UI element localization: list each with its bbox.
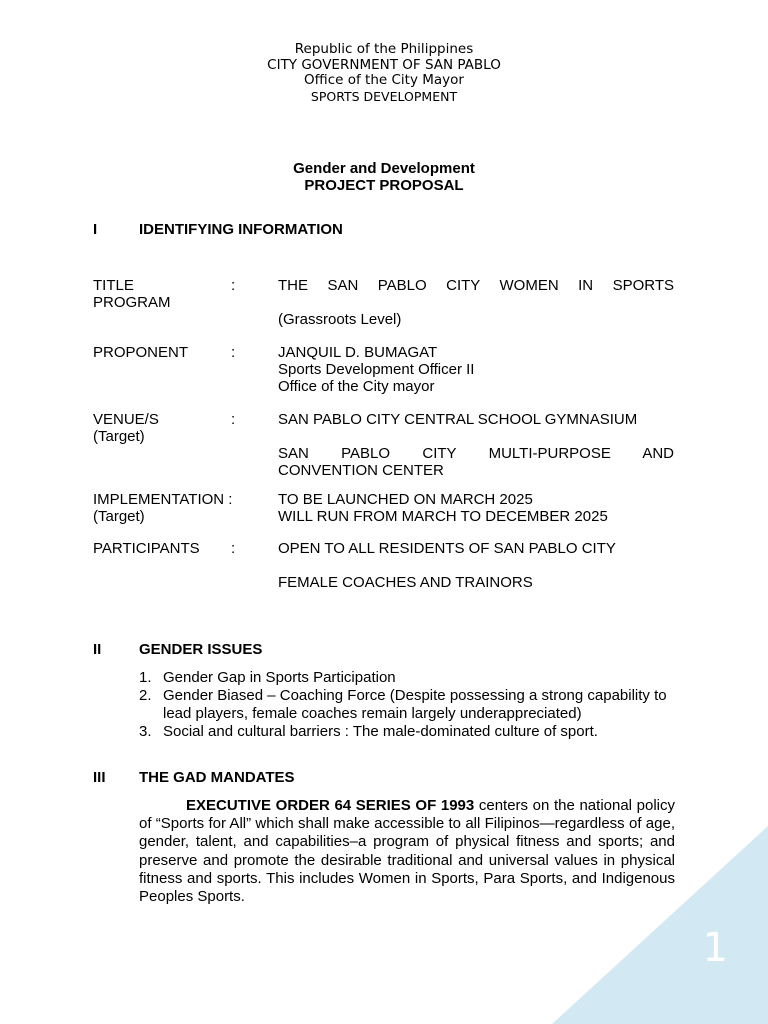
document-title bbox=[0, 160, 768, 194]
list-item-text: Gender Biased – Coaching Force (Despite possessing a strong capability to lead players, female coaches remain largely underappreciated) bbox=[163, 687, 667, 722]
document-title-line2: PROJECT PROPOSAL bbox=[304, 177, 464, 194]
field-sublabel: (Target) bbox=[93, 428, 145, 445]
list-item bbox=[139, 687, 675, 723]
field-label-continuation: PROGRAM bbox=[93, 294, 171, 311]
section-heading-gad-mandates bbox=[93, 769, 295, 786]
section-number: I bbox=[93, 221, 98, 238]
list-item bbox=[139, 723, 675, 741]
proponent-position: Sports Development Officer II bbox=[278, 361, 475, 378]
participants-value-2: FEMALE COACHES AND TRAINORS bbox=[278, 574, 533, 591]
section-title: THE GAD MANDATES bbox=[139, 769, 295, 786]
field-label: PARTICIPANTS bbox=[93, 540, 200, 557]
letterhead-department: SPORTS DEVELOPMENT bbox=[310, 88, 458, 104]
list-item-number: 2. bbox=[139, 687, 152, 704]
page-number: 1 bbox=[702, 925, 728, 971]
implementation-value-1: TO BE LAUNCHED ON MARCH 2025 bbox=[278, 491, 533, 508]
proponent-name: JANQUIL D. BUMAGAT bbox=[278, 344, 438, 361]
letterhead bbox=[0, 42, 768, 104]
section-title: GENDER ISSUES bbox=[139, 641, 263, 658]
venue-value-2-cont: CONVENTION CENTER bbox=[278, 462, 444, 479]
letterhead-republic: Republic of the Philippines bbox=[294, 41, 474, 57]
field-colon: : bbox=[231, 411, 236, 428]
section-number: II bbox=[93, 641, 102, 658]
mandate-paragraph bbox=[139, 797, 675, 906]
letterhead-office: Office of the City Mayor bbox=[304, 72, 464, 88]
field-sublabel: (Target) bbox=[93, 508, 145, 525]
field-label: TITLE bbox=[93, 277, 134, 294]
venue-value-1: SAN PABLO CITY CENTRAL SCHOOL GYMNASIUM bbox=[278, 411, 638, 428]
mandate-text: centers on the national policy of “Sports for All” which shall make accessible to all Filipinos—regardless of age, gender, talent, and capabilities–a program of physical fitness and sports; and preserve and promote the desirable traditional and universal values in physical fitness and sports. This includes Women in Sports, Para Sports, and Indigenous Peoples Sports. bbox=[139, 797, 675, 906]
mandate-bold-lead: EXECUTIVE ORDER 64 SERIES OF 1993 bbox=[186, 797, 475, 814]
field-value-subtitle: (Grassroots Level) bbox=[278, 311, 402, 328]
section-heading-gender-issues bbox=[93, 641, 262, 658]
list-item bbox=[139, 669, 675, 687]
list-item-text: Social and cultural barriers : The male-dominated culture of sport. bbox=[163, 723, 598, 740]
section-title: IDENTIFYING INFORMATION bbox=[139, 221, 343, 238]
field-label: IMPLEMENTATION : bbox=[93, 491, 233, 508]
field-label: PROPONENT bbox=[93, 344, 189, 361]
list-item-text: Gender Gap in Sports Participation bbox=[163, 669, 396, 686]
proponent-office: Office of the City mayor bbox=[278, 378, 435, 395]
section-number: III bbox=[93, 769, 106, 786]
letterhead-city-government: CITY GOVERNMENT OF SAN PABLO bbox=[267, 56, 501, 73]
field-colon: : bbox=[231, 344, 236, 361]
list-item-number: 3. bbox=[139, 723, 152, 740]
section-heading-identifying-information bbox=[93, 221, 343, 238]
gender-issues-list bbox=[139, 669, 675, 741]
document-title-line1: Gender and Development bbox=[293, 160, 475, 177]
field-colon: : bbox=[231, 540, 236, 557]
field-label: VENUE/S bbox=[93, 411, 159, 428]
participants-value-1: OPEN TO ALL RESIDENTS OF SAN PABLO CITY bbox=[278, 540, 616, 557]
field-colon: : bbox=[231, 277, 236, 294]
venue-value-2: SAN PABLO CITY MULTI-PURPOSE AND bbox=[278, 445, 674, 462]
implementation-value-2: WILL RUN FROM MARCH TO DECEMBER 2025 bbox=[278, 508, 608, 525]
field-value: THE SAN PABLO CITY WOMEN IN SPORTS bbox=[278, 277, 674, 294]
list-item-number: 1. bbox=[139, 669, 152, 686]
